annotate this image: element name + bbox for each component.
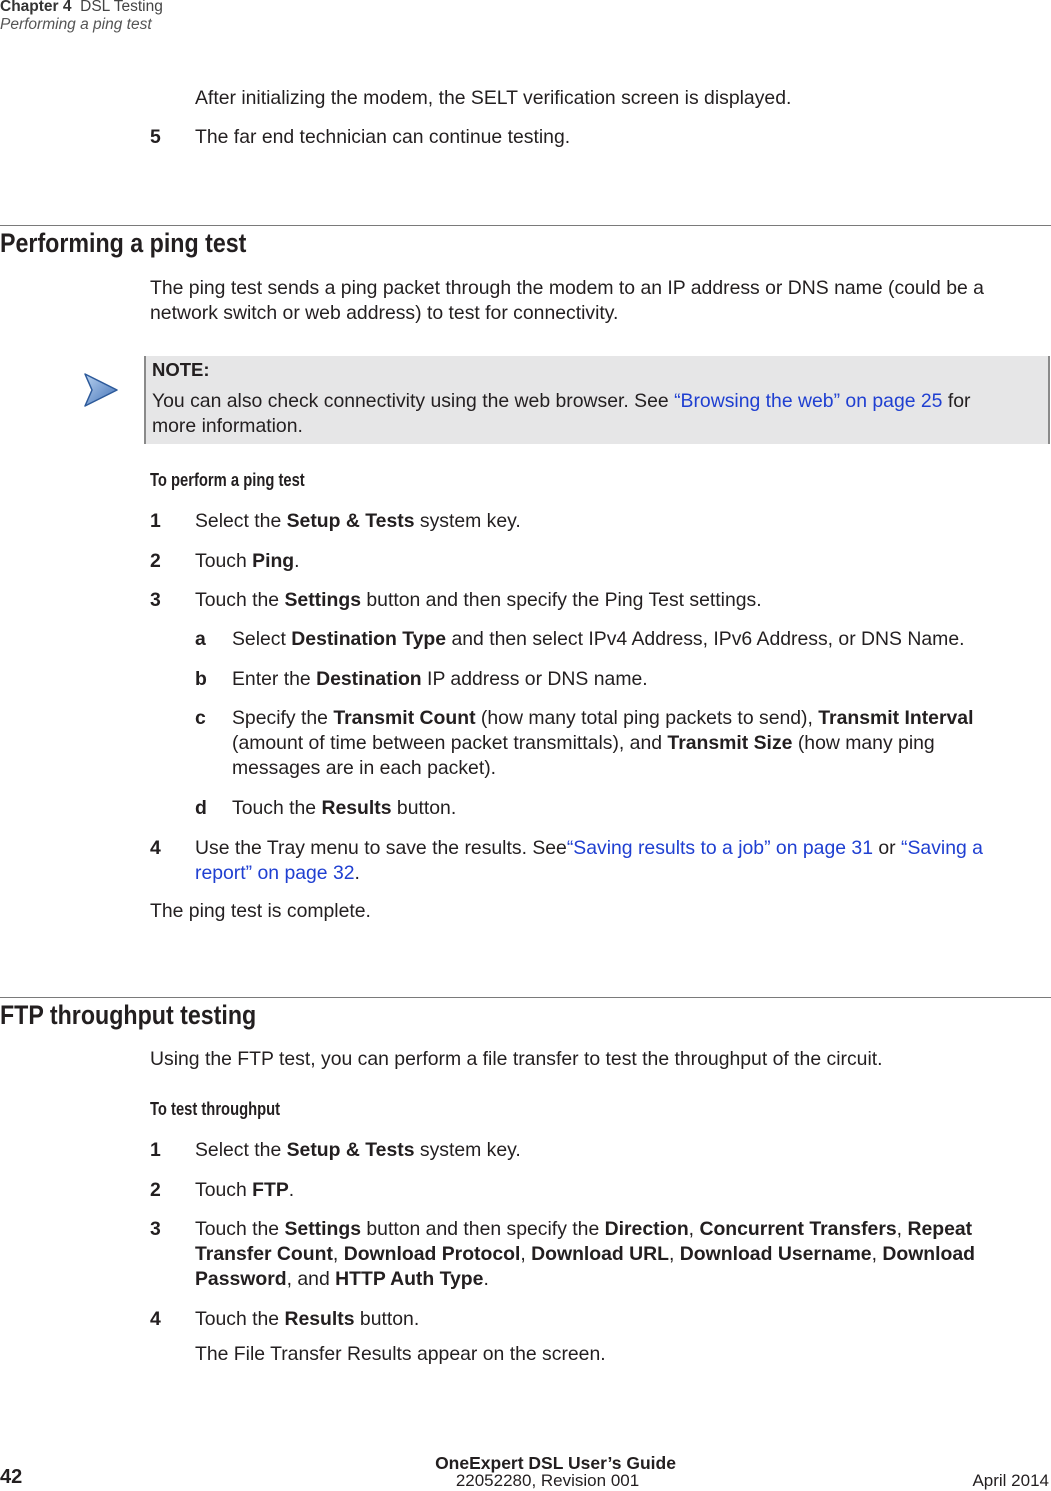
step-number: 5 [150,126,161,148]
section-heading-ftp: FTP throughput testing [0,1000,257,1030]
ftp-description: Using the FTP test, you can perform a file transfer to test the throughput of the circuit. [150,1048,883,1070]
step-number: 3 [150,589,161,611]
step-number: 1 [150,1139,161,1161]
step-text: Touch FTP. [195,1179,295,1201]
substep-text: Touch the Results button. [232,797,457,819]
step-number: 1 [150,510,161,532]
footer-page-number: 42 [0,1466,23,1488]
running-header-section: Performing a ping test [0,16,152,33]
ping-description-line-2: network switch or web address) to test for connectivity. [150,302,619,324]
link-saving-a-report[interactable]: “Saving a [901,837,983,859]
link-browsing-the-web[interactable]: “Browsing the web” on page 25 [674,390,943,412]
ping-description-line-1: The ping test sends a ping packet through the modem to an IP address or DNS name (could be a [150,277,984,299]
step-text: The far end technician can continue testing. [195,126,571,148]
step-text: Touch the Settings button and then specify the Ping Test settings. [195,589,762,611]
substep-text: Select Destination Type and then select IPv4 Address, IPv6 Address, or DNS Name. [232,628,965,650]
substep-letter: b [195,668,207,690]
substep-text: Specify the Transmit Count (how many total ping packets to send), Transmit Interval (amount of time between packet transmittals), and Transmit Size (how many ping messages are in each packet). [232,707,974,779]
step-number: 3 [150,1218,161,1240]
footer-guide-title: OneExpert DSL User’s Guide [435,1453,676,1473]
step-text: Touch the Settings button and then specify the Direction, Concurrent Transfers, Repeat Transfer Count, Download Protocol, Download URL, Download Username, Download Password, and HTTP Auth Type. [195,1218,976,1290]
step-number: 4 [150,1308,161,1330]
step-number: 2 [150,550,161,572]
running-header-chapter: Chapter 4 DSL Testing [0,0,163,15]
link-saving-results-to-a-job[interactable]: “Saving results to a job” on page 31 [566,837,873,859]
substep-letter: a [195,628,206,650]
section-heading-ping: Performing a ping test [0,228,247,258]
note-text: You can also check connectivity using the web browser. See “Browsing the web” on page 25 for more information. [152,390,971,437]
step-text: Select the Setup & Tests system key. [195,1139,521,1161]
ping-complete-text: The ping test is complete. [150,900,371,922]
link-saving-a-report-cont[interactable]: report” on page 32 [195,862,355,884]
footer-date: April 2014 [972,1471,1049,1490]
intro-text: After initializing the modem, the SELT verification screen is displayed. [195,87,792,109]
step-text: Select the Setup & Tests system key. [195,510,521,532]
substep-letter: c [195,707,206,729]
section-divider [0,997,1051,998]
ftp-result-text: The File Transfer Results appear on the screen. [195,1343,606,1365]
note-title: NOTE: [152,359,210,380]
note-box [144,356,1050,444]
step-number: 2 [150,1179,161,1201]
section-divider [0,225,1051,226]
step-text: Use the Tray menu to save the results. See“Saving results to a job” on page 31 or “Saving a report” on page 32. [195,837,983,884]
step-text: Touch Ping. [195,550,300,572]
footer-revision: 22052280, Revision 001 [455,1471,640,1490]
step-number: 4 [150,837,161,859]
procedure-title-ping: To perform a ping test [150,470,305,490]
step-text: Touch the Results button. [195,1308,420,1330]
note-arrow-icon [82,371,120,409]
procedure-title-ftp: To test throughput [150,1099,281,1119]
substep-text: Enter the Destination IP address or DNS name. [232,668,648,690]
substep-letter: d [195,797,207,819]
